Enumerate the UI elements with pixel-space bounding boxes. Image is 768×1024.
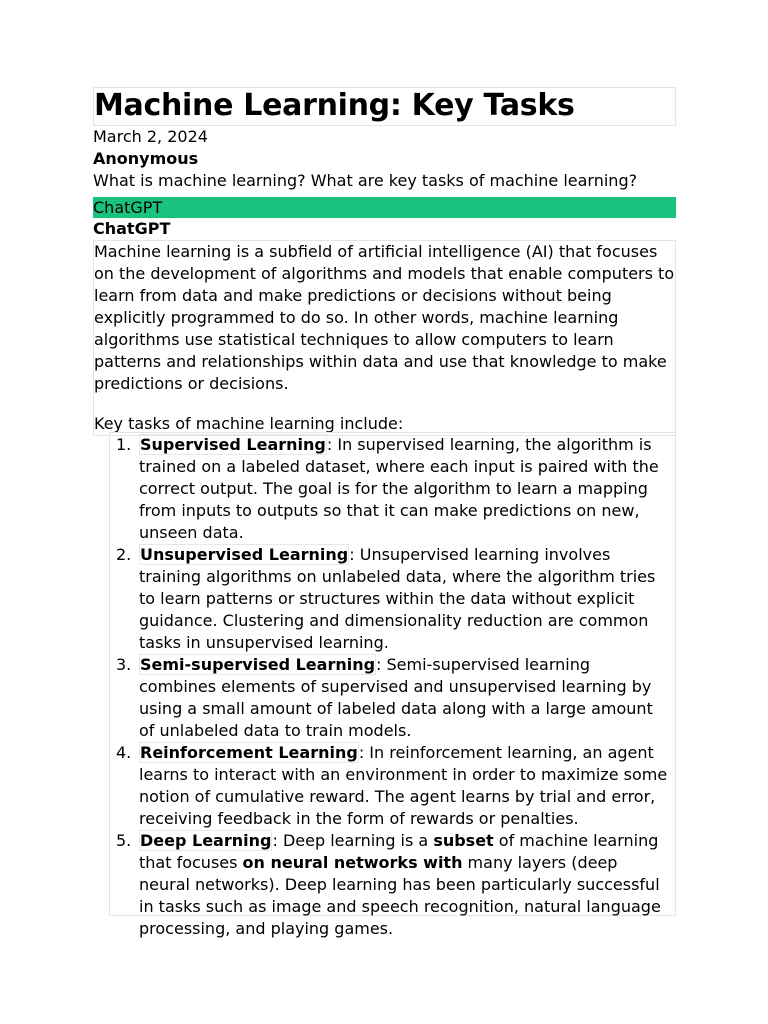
- task-description: : Unsupervised learning involves training algorithms on unlabeled data, where the algorithm tries to learn patterns or structures within the data without explicit guidance. Clustering and dimensionality reduction are common tasks in unsupervised learning.: [139, 545, 656, 652]
- page-title: Machine Learning: Key Tasks: [94, 88, 575, 123]
- list-number: 3.: [116, 655, 132, 674]
- task-term: Semi-supervised Learning: [140, 655, 376, 674]
- response-speaker: ChatGPT: [93, 219, 171, 238]
- task-description: of machine learning that focuses: [139, 831, 659, 872]
- task-term: Deep Learning: [140, 831, 272, 850]
- task-term: Supervised Learning: [140, 435, 326, 454]
- task-description: many layers (deep neural networks). Deep learning has been particularly successful in tasks such as image and speech recognition, natural language processing, and playing games.: [139, 853, 661, 938]
- speaker-banner: ChatGPT: [93, 197, 676, 218]
- document: [93, 87, 676, 436]
- task-term: Reinforcement Learning: [140, 743, 358, 762]
- list-number: 5.: [116, 831, 132, 850]
- list-item: [110, 544, 669, 654]
- task-description: : In reinforcement learning, an agent learns to interact with an environment in order to maximize some notion of cumulative reward. The agent learns by trial and error, receiving feedback in the form of rewards or penalties.: [139, 743, 668, 828]
- list-item: [110, 742, 669, 830]
- response-intro-box: [93, 240, 676, 436]
- list-number: 4.: [116, 743, 132, 762]
- task-description: : Deep learning is a: [272, 831, 434, 850]
- list-item: [110, 830, 669, 940]
- response-paragraph: Key tasks of machine learning include:: [94, 414, 404, 433]
- list-number: 1.: [116, 435, 132, 454]
- list-item: [110, 434, 669, 544]
- task-description: : In supervised learning, the algorithm is trained on a labeled dataset, where each input is paired with the correct output. The goal is for the algorithm to learn a mapping from inputs to outputs so that it can make predictions on new, unseen data.: [139, 435, 659, 542]
- author: Anonymous: [93, 149, 199, 168]
- task-description: : Semi-supervised learning combines elements of supervised and unsupervised learning by using a small amount of labeled data along with a large amount of unlabeled data to train models.: [139, 655, 653, 740]
- date: March 2, 2024: [93, 127, 208, 146]
- emphasis-text: on neural networks with: [242, 853, 463, 872]
- response-paragraph: Machine learning is a subfield of artificial intelligence (AI) that focuses on the development of algorithms and models that enable computers to learn from data and make predictions or decisions without being explicitly programmed to do so. In other words, machine learning algorithms use statistical techniques to allow computers to learn patterns and relationships within data and use that knowledge to make predictions or decisions.: [94, 242, 675, 393]
- list-number: 2.: [116, 545, 132, 564]
- task-term: Unsupervised Learning: [140, 545, 349, 564]
- question: What is machine learning? What are key tasks of machine learning?: [93, 171, 638, 190]
- task-list: [109, 432, 676, 938]
- emphasis-text: subset: [433, 831, 494, 850]
- list-item: [110, 654, 669, 742]
- title-box: [93, 87, 676, 126]
